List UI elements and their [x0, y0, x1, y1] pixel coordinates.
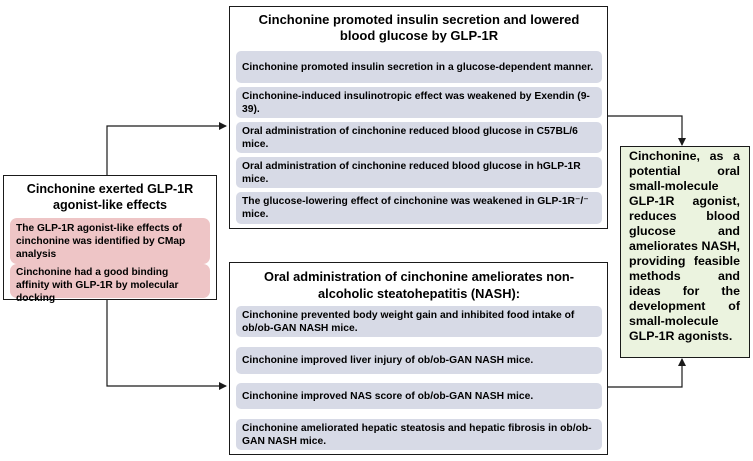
top-box-title: Cinchonine promoted insulin secretion and lowered blood glucose by GLP-1R: [258, 12, 580, 43]
arrow-left-to-top: [107, 126, 226, 175]
left-box: [3, 175, 217, 304]
bottom-item-nas-score: Cinchonine improved NAS score of ob/ob-GAN NASH mice.: [236, 383, 602, 409]
top-item-insulin-secretion: Cinchonine promoted insulin secretion in a glucose-dependent manner.: [236, 51, 602, 83]
bottom-box-title: Oral administration of cinchonine ameliorates non-alcoholic steatohepatitis (NASH):: [263, 269, 575, 301]
left-item-cmap: The GLP-1R agonist-like effects of cinchonine was identified by CMap analysis: [10, 218, 210, 264]
top-item-glp1r-ko: The glucose-lowering effect of cinchonine was weakened in GLP-1R⁻/⁻ mice.: [236, 192, 602, 224]
bottom-item-body-weight: Cinchonine prevented body weight gain and inhibited food intake of ob/ob-GAN NASH mice.: [236, 306, 602, 337]
top-box: [229, 6, 608, 229]
left-item-docking: Cinchonine had a good binding affinity with GLP-1R by molecular docking: [10, 264, 210, 298]
top-item-c57bl6: Oral administration of cinchonine reduced blood glucose in C57BL/6 mice.: [236, 122, 602, 153]
arrow-left-to-bottom: [107, 300, 226, 386]
bottom-box: [229, 262, 608, 455]
top-item-exendin: Cinchonine-induced insulinotropic effect was weakened by Exendin (9-39).: [236, 87, 602, 118]
bottom-item-liver-injury: Cinchonine improved liver injury of ob/ob-GAN NASH mice.: [236, 347, 602, 374]
conclusion-box: Cinchonine, as a potential oral small-molecule GLP-1R agonist, reduces blood glucose and ameliorates NASH, providing feasible methods and ideas for the development of small-molecule GLP-1R agonists.: [620, 146, 750, 358]
bottom-item-steatosis-fibrosis: Cinchonine ameliorated hepatic steatosis and hepatic fibrosis in ob/ob-GAN NASH mice.: [236, 419, 602, 450]
top-item-hglp1r: Oral administration of cinchonine reduced blood glucose in hGLP-1R mice.: [236, 157, 602, 188]
left-box-title: Cinchonine exerted GLP-1R agonist-like effects: [26, 182, 194, 212]
arrow-top-to-conclusion: [608, 116, 682, 145]
arrow-bottom-to-conclusion: [608, 359, 682, 387]
